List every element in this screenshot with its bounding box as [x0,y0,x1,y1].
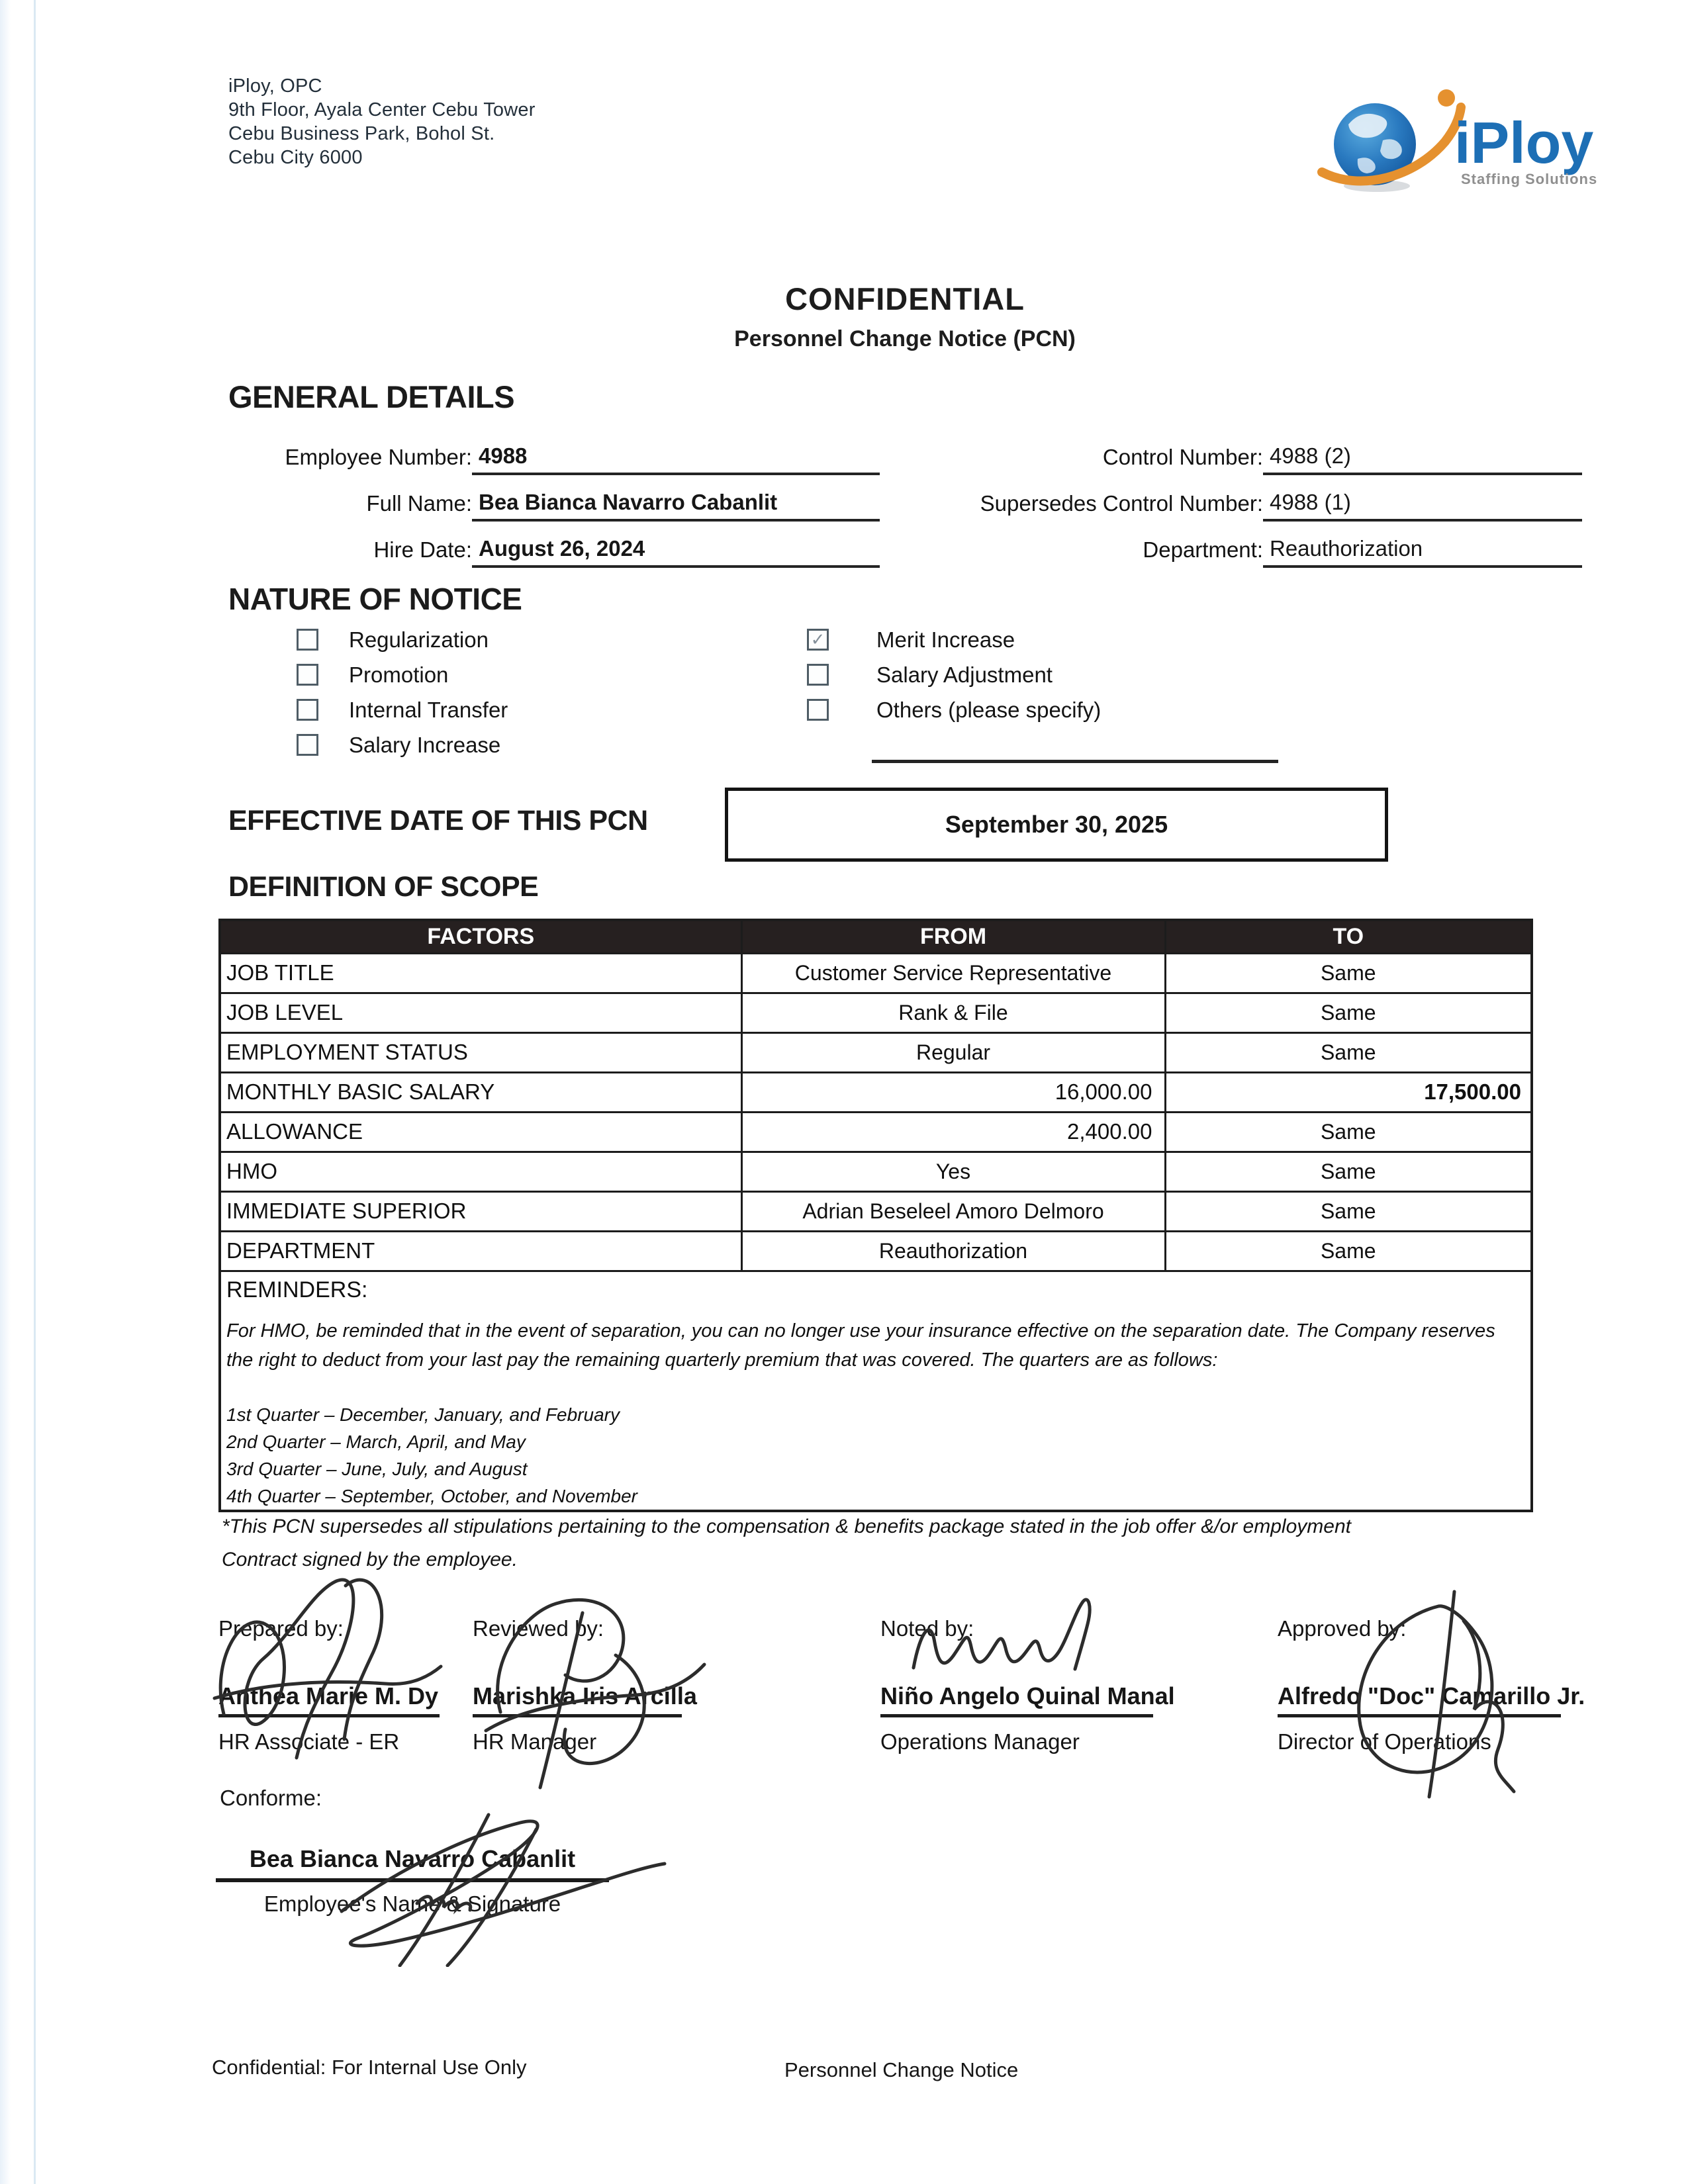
company-name: iPloy, OPC [228,75,322,97]
table-row-employment-status [220,1032,1532,1072]
option-internal-transfer [297,692,508,727]
footer-document-name: Personnel Change Notice [784,2058,1019,2081]
signatory-name: Alfredo "Doc" Camarillo Jr. [1278,1682,1561,1717]
to-cell: Same [1165,1191,1532,1231]
column-header-from: FROM [741,920,1165,953]
field-value: August 26, 2024 [472,536,880,568]
table-row-hmo [220,1152,1532,1191]
factor-cell: JOB TITLE [220,953,741,993]
field-row-full-name [228,475,887,522]
signature-block-prepared [218,1616,440,1754]
checkbox-unchecked [297,664,318,686]
quarter-line: 1st Quarter – December, January, and February [226,1404,620,1425]
table-row-allowance [220,1112,1532,1152]
to-cell: Same [1165,1112,1532,1152]
address-line: 9th Floor, Ayala Center Cebu Tower [228,99,536,120]
reminders-quarters [226,1401,1521,1510]
iploy-logo-graphic [1314,85,1599,196]
form-subtitle: Personnel Change Notice (PCN) [734,326,1076,351]
checkbox-checked [807,629,829,651]
company-logo [1314,85,1599,199]
factor-cell: JOB LEVEL [220,993,741,1032]
section-title-nature-of-notice: NATURE OF NOTICE [228,582,522,616]
logo-tagline: Staffing Solutions [1461,171,1598,187]
field-value: 4988 [472,443,880,475]
to-cell: Same [1165,1032,1532,1072]
checkbox-label: Salary Adjustment [876,662,1053,687]
general-details-right-fields [932,429,1591,568]
effective-date-value: September 30, 2025 [945,811,1168,838]
table-row-reminders [220,1271,1532,1511]
logo-wordmark: iPloy [1454,110,1594,175]
signature-label: Prepared by: [218,1616,344,1641]
from-cell: Customer Service Representative [741,953,1165,993]
general-details-left-fields [228,429,887,568]
checkbox-unchecked [297,629,318,651]
reminders-title: REMINDERS: [226,1277,368,1302]
table-row-monthly-basic-salary [220,1072,1532,1112]
quarter-line: 3rd Quarter – June, July, and August [226,1458,528,1479]
checkbox-label: Promotion [349,662,449,687]
from-cell: Reauthorization [741,1231,1165,1271]
check-mark-icon: ✓ [810,629,825,649]
checkbox-label: Salary Increase [349,732,501,757]
logo-figure-head [1438,89,1455,107]
checkbox-unchecked [297,734,318,756]
address-line: Cebu Business Park, Bohol St. [228,123,495,144]
table-row-department [220,1231,1532,1271]
factor-cell: DEPARTMENT [220,1231,741,1271]
scan-edge-line [34,0,36,2184]
signature-block-approved [1278,1616,1585,1754]
letterhead-address [228,74,536,169]
nature-options-left [297,622,508,762]
signatory-title: HR Manager [473,1729,597,1754]
document-title-block [665,281,1145,352]
from-cell: Yes [741,1152,1165,1191]
checkbox-label: Internal Transfer [349,697,508,722]
to-cell: Same [1165,953,1532,993]
signatory-name: Anthea Marie M. Dy [218,1682,440,1717]
signature-block-conforme [216,1845,609,1917]
signatory-title: Operations Manager [880,1729,1080,1754]
option-regularization [297,622,508,657]
quarter-line: 2nd Quarter – March, April, and May [226,1431,526,1452]
footer-confidential-note: Confidential: For Internal Use Only [212,2056,527,2079]
factor-cell: IMMEDIATE SUPERIOR [220,1191,741,1231]
option-promotion [297,657,508,692]
option-salary-adjustment [807,657,1101,692]
signature-label: Reviewed by: [473,1616,604,1641]
others-specify-blank-line [872,760,1278,763]
field-row-hire-date [228,522,887,568]
checkbox-unchecked [297,699,318,721]
table-row-job-level [220,993,1532,1032]
signature-block-reviewed [473,1616,697,1754]
checkbox-label: Others (please specify) [876,697,1102,722]
from-cell: Adrian Beseleel Amoro Delmoro [741,1191,1165,1231]
factor-cell: MONTHLY BASIC SALARY [220,1072,741,1112]
checkbox-unchecked [807,699,829,721]
field-row-department [932,522,1591,568]
nature-options-right [807,622,1101,727]
to-cell: Same [1165,1231,1532,1271]
to-cell: Same [1165,993,1532,1032]
to-cell: 17,500.00 [1165,1072,1532,1112]
pcn-footnote: *This PCN supersedes all stipulations pertaining to the compensation & benefits package stated in the job offer &/or employment Contract signed by the employee. [222,1516,1351,1570]
option-merit-increase [807,622,1101,657]
signature-label: Approved by: [1278,1616,1407,1641]
option-salary-increase [297,727,508,762]
employee-signatory-name: Bea Bianca Navarro Cabanlit [216,1845,609,1882]
checkbox-label: Merit Increase [876,627,1015,652]
field-label: Department: [1143,537,1263,562]
field-row-employee-number [228,429,887,475]
factor-cell: EMPLOYMENT STATUS [220,1032,741,1072]
field-row-control-number [932,429,1591,475]
to-cell: Same [1165,1152,1532,1191]
reminders-paragraph: For HMO, be reminded that in the event of separation, you can no longer use your insurance effective on the separation date. The Company reserves the right to deduct from your last pay the remaining quarterly premium that was covered. The quarters are as follows: [226,1320,1495,1371]
checkbox-unchecked [807,664,829,686]
option-others [807,692,1101,727]
field-value: Bea Bianca Navarro Cabanlit [472,490,880,522]
signature-block-noted [880,1616,1175,1754]
field-row-supersedes-control-number [932,475,1591,522]
effective-date-box [725,788,1388,862]
from-cell: Rank & File [741,993,1165,1032]
quarter-line: 4th Quarter – September, October, and November [226,1485,638,1506]
from-cell: 2,400.00 [741,1112,1165,1152]
field-label: Supersedes Control Number: [980,491,1263,516]
field-label: Control Number: [1102,445,1263,469]
effective-date-label: EFFECTIVE DATE OF THIS PCN [228,805,648,837]
field-value: 4988 (1) [1263,490,1582,522]
signatory-title: HR Associate - ER [218,1729,400,1754]
signatory-name: Marishka Iris Arcilla [473,1682,682,1717]
field-label: Full Name: [366,491,472,516]
scan-edge-wash [0,0,11,2184]
column-header-to: TO [1165,920,1532,953]
field-label: Employee Number: [285,445,472,469]
reminders-cell [220,1271,1532,1511]
scope-table [218,919,1533,1512]
signature-label: Noted by: [880,1616,974,1641]
field-value: Reauthorization [1263,536,1582,568]
conforme-label: Conforme: [220,1786,322,1810]
signatory-title: Director of Operations [1278,1729,1491,1754]
section-title-definition-of-scope: DEFINITION OF SCOPE [228,871,539,903]
table-header-row [220,920,1532,953]
from-cell: Regular [741,1032,1165,1072]
employee-signature-caption: Employee's Name & Signature [263,1891,561,1916]
field-value: 4988 (2) [1263,443,1582,475]
table-row-immediate-superior [220,1191,1532,1231]
address-line: Cebu City 6000 [228,147,363,168]
column-header-factors: FACTORS [220,920,741,953]
signatory-name: Niño Angelo Quinal Manal [880,1682,1153,1717]
confidential-title: CONFIDENTIAL [785,281,1025,316]
field-label: Hire Date: [373,537,472,562]
from-cell: 16,000.00 [741,1072,1165,1112]
section-title-general-details: GENERAL DETAILS [228,379,515,414]
factor-cell: HMO [220,1152,741,1191]
checkbox-label: Regularization [349,627,489,652]
factor-cell: ALLOWANCE [220,1112,741,1152]
table-row-job-title [220,953,1532,993]
